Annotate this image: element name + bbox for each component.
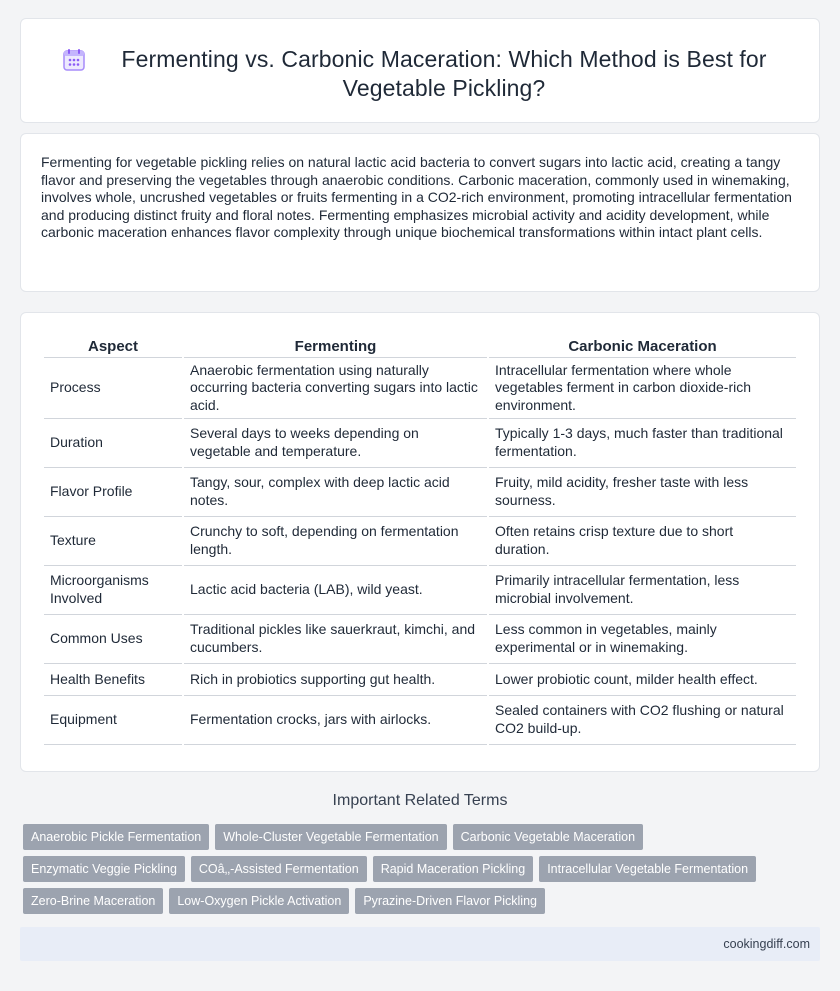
- related-term-tag[interactable]: Intracellular Vegetable Fermentation: [539, 856, 756, 882]
- comparison-card: [20, 312, 820, 772]
- related-term-tag[interactable]: Zero-Brine Maceration: [23, 888, 163, 914]
- intro-paragraph: Fermenting for vegetable pickling relies on natural lactic acid bacteria to convert sugars into lactic acid, creating a tangy flavor and preserving the vegetables through anaerobic conditions. Carbonic maceration, commonly used in winemaking, involves whole, uncrushed vegetables or fruits fermenting in a CO2-rich environment, promoting intracellular fermentation and producing distinct fruity and floral notes. Fermenting emphasizes microbial activity and acidity development, while carbonic maceration enhances flavor complexity through unique biochemical transformations within intact plant cells.: [41, 154, 792, 241]
- row-fermenting: Fermentation crocks, jars with airlocks.: [184, 696, 487, 745]
- intro-card: [20, 133, 820, 292]
- row-fermenting: Tangy, sour, complex with deep lactic acid notes.: [184, 468, 487, 517]
- row-fermenting: Rich in probiotics supporting gut health.: [184, 664, 487, 696]
- row-carbonic: Less common in vegetables, mainly experimental or in winemaking.: [489, 615, 796, 664]
- row-fermenting: Traditional pickles like sauerkraut, kimchi, and cucumbers.: [184, 615, 487, 664]
- row-carbonic: Lower probiotic count, milder health effect.: [489, 664, 796, 696]
- related-term-tag[interactable]: Enzymatic Veggie Pickling: [23, 856, 185, 882]
- row-aspect: Duration: [44, 419, 182, 468]
- row-carbonic: Typically 1-3 days, much faster than traditional fermentation.: [489, 419, 796, 468]
- row-carbonic: Often retains crisp texture due to short duration.: [489, 517, 796, 566]
- related-term-tag[interactable]: COâ‚‚-Assisted Fermentation: [191, 856, 367, 882]
- row-aspect: Equipment: [44, 696, 182, 745]
- table-header-row: [44, 334, 796, 358]
- table-row: [44, 696, 796, 745]
- row-fermenting: Crunchy to soft, depending on fermentation length.: [184, 517, 487, 566]
- row-fermenting: Lactic acid bacteria (LAB), wild yeast.: [184, 566, 487, 615]
- row-fermenting: Anaerobic fermentation using naturally occurring bacteria converting sugars into lactic acid.: [184, 358, 487, 419]
- related-term-tag[interactable]: Anaerobic Pickle Fermentation: [23, 824, 209, 850]
- table-row: [44, 615, 796, 664]
- row-carbonic: Sealed containers with CO2 flushing or natural CO2 build-up.: [489, 696, 796, 745]
- row-aspect: Microorganisms Involved: [44, 566, 182, 615]
- row-aspect: Common Uses: [44, 615, 182, 664]
- related-term-tag[interactable]: Low-Oxygen Pickle Activation: [169, 888, 349, 914]
- column-header-aspect: Aspect: [44, 334, 182, 358]
- column-header-fermenting: Fermenting: [184, 334, 487, 358]
- comparison-table: [42, 334, 798, 745]
- row-carbonic: Fruity, mild acidity, fresher taste with less sourness.: [489, 468, 796, 517]
- related-term-tag[interactable]: Whole-Cluster Vegetable Fermentation: [215, 824, 446, 850]
- row-fermenting: Several days to weeks depending on vegetable and temperature.: [184, 419, 487, 468]
- table-row: [44, 419, 796, 468]
- footer-site-link[interactable]: cookingdiff.com: [723, 937, 810, 951]
- row-carbonic: Intracellular fermentation where whole vegetables ferment in carbon dioxide-rich environment.: [489, 358, 796, 419]
- related-term-tag[interactable]: Pyrazine-Driven Flavor Pickling: [355, 888, 545, 914]
- calendar-icon: [61, 47, 87, 73]
- table-row: [44, 517, 796, 566]
- related-terms-list: [23, 824, 803, 914]
- row-aspect: Health Benefits: [44, 664, 182, 696]
- table-row: [44, 664, 796, 696]
- row-aspect: Flavor Profile: [44, 468, 182, 517]
- related-term-tag[interactable]: Rapid Maceration Pickling: [373, 856, 534, 882]
- table-row: [44, 358, 796, 419]
- row-aspect: Process: [44, 358, 182, 419]
- table-row: [44, 468, 796, 517]
- page-title: Fermenting vs. Carbonic Maceration: Which Method is Best for Vegetable Pickling?: [121, 46, 767, 101]
- header-card: [20, 18, 820, 123]
- related-terms-title: Important Related Terms: [332, 792, 508, 809]
- footer: [20, 927, 820, 961]
- table-row: [44, 566, 796, 615]
- column-header-carbonic: Carbonic Maceration: [489, 334, 796, 358]
- row-carbonic: Primarily intracellular fermentation, less microbial involvement.: [489, 566, 796, 615]
- row-aspect: Texture: [44, 517, 182, 566]
- related-term-tag[interactable]: Carbonic Vegetable Maceration: [453, 824, 643, 850]
